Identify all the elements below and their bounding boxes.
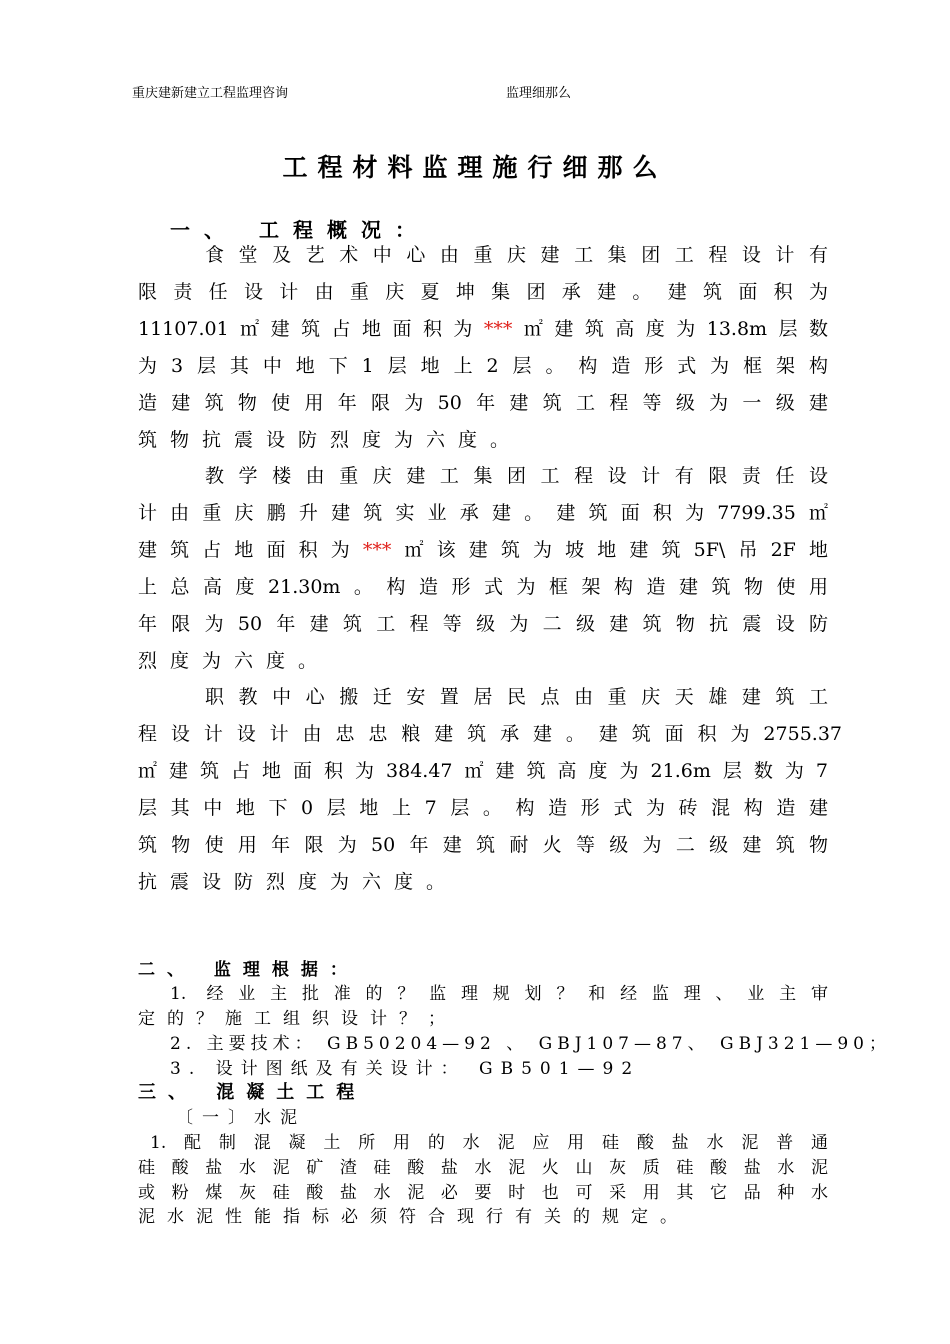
text-segment: 11107.01㎡建筑占地面积为 [138, 318, 484, 340]
list-item: 2. 主要技术： GB50204—92 、 GBJ107—87、 GBJ321—90； [170, 1034, 891, 1054]
text-segment: ㎡建筑高度为13.8m层数 [512, 318, 828, 340]
subsection-heading: 〔一〕水泥 [176, 1108, 306, 1128]
paragraph-line: 食堂及艺术中心由重庆建工集团工程设计有 [205, 244, 828, 266]
section-2-heading: 二、 监理根据： [138, 960, 359, 980]
paragraph-line: 1.配制混凝土所用的水泥应用硅酸盐水泥普通 [150, 1133, 828, 1153]
paragraph-line: 层其中地下0层地上7层。构造形式为砖混构造建 [138, 797, 828, 819]
paragraph-line: 或粉煤灰硅酸盐水泥必要时也可采用其它品种水 [138, 1183, 828, 1203]
text-segment: 建筑占地面积为 [138, 539, 363, 561]
paragraph-line: 教学楼由重庆建工集团工程设计有限责任设 [205, 465, 828, 487]
list-item-continued: 定的？施工组织设计？； [138, 1009, 457, 1029]
text-segment: ㎡该建筑为坡地建筑5F\吊2F地 [391, 539, 828, 561]
header-doc-type: 监理细那么 [506, 86, 572, 101]
paragraph-line: 限责任设计由重庆夏坤集团承建。建筑面积为 [138, 281, 828, 303]
list-item: 3. 设计图纸及有关设计： GB501—92 [170, 1059, 641, 1079]
list-item: 1. 经业主批准的？监理规划？和经监理、业主审 [170, 984, 828, 1004]
paragraph-line: 筑物使用年限为50年建筑耐火等级为二级建筑物 [138, 834, 828, 856]
paragraph-line: 职教中心搬迁安置居民点由重庆天雄建筑工 [205, 686, 828, 708]
paragraph-line [138, 535, 828, 562]
document-title: 工程材料监理施行细那么 [282, 153, 668, 182]
paragraph-line: 为3层其中地下1层地上2层。构造形式为框架构 [138, 355, 828, 377]
paragraph-line: 年限为50年建筑工程等级为二级建筑物抗震设防 [138, 613, 828, 635]
section-1-heading: 一、 工程概况： [170, 218, 429, 242]
paragraph-line: 上总高度21.30m。构造形式为框架构造建筑物使用 [138, 576, 828, 598]
paragraph-line: 程设计设计由忠忠粮建筑承建。建筑面积为2755.37 [138, 723, 842, 745]
paragraph-line: 烈度为六度。 [138, 650, 331, 672]
paragraph-line: 筑物抗震设防烈度为六度。 [138, 429, 523, 451]
paragraph-line [138, 314, 828, 341]
paragraph-line: ㎡建筑占地面积为384.47㎡建筑高度为21.6m层数为7 [138, 760, 828, 782]
redacted-value: *** [483, 318, 513, 340]
paragraph-line: 硅酸盐水泥矿渣硅酸盐水泥火山灰质硅酸盐水泥 [138, 1158, 828, 1178]
paragraph-line: 抗震设防烈度为六度。 [138, 871, 459, 893]
paragraph-line: 泥水泥性能指标必须符合现行有关的规定。 [138, 1207, 689, 1227]
paragraph-line: 计由重庆鹏升建筑实业承建。建筑面积为7799.35㎡ [138, 502, 828, 524]
section-3-heading: 三、 混凝土工程 [138, 1082, 367, 1103]
header-company: 重庆建新建立工程监理咨询 [132, 86, 289, 101]
paragraph-line: 造建筑物使用年限为50年建筑工程等级为一级建 [138, 392, 828, 414]
redacted-value: *** [362, 539, 392, 561]
